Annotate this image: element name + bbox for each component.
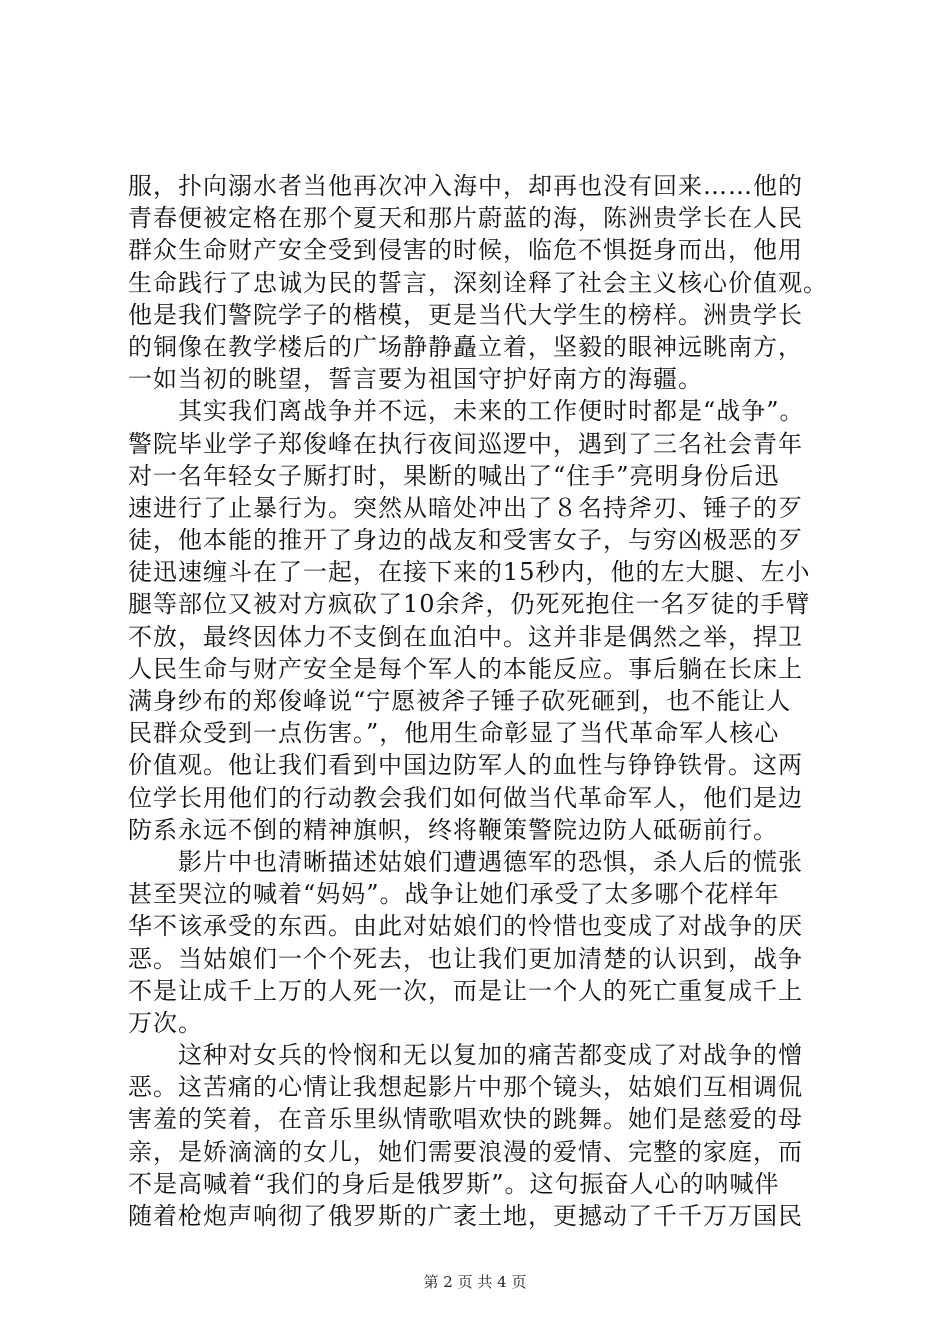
text-line: 青春便被定格在那个夏天和那片蔚蓝的海，陈洲贵学长在人民 xyxy=(128,204,803,233)
text-line: 华不该承受的东西。由此对姑娘们的怜惜也变成了对战争的厌 xyxy=(128,912,803,941)
text-line: 价值观。他让我们看到中国边防军人的血性与铮铮铁骨。这两 xyxy=(128,751,803,780)
text-line: 恶。当姑娘们一个个死去，也让我们更加清楚的认识到，战争 xyxy=(128,944,803,973)
paragraph-first-line: 其实我们离战争并不远，未来的工作便时时都是“战争”。 xyxy=(178,397,805,426)
text-line: 腿等部位又被对方疯砍了10余斧，仍死死抱住一名歹徒的手臂 xyxy=(128,590,811,619)
text-line: 的铜像在教学楼后的广场静静矗立着，坚毅的眼神远眺南方， xyxy=(128,332,803,361)
text-line: 害羞的笑着，在音乐里纵情歌唱欢快的跳舞。她们是慈爱的母 xyxy=(128,1105,803,1134)
text-line: 甚至哭泣的喊着“妈妈”。战争让她们承受了太多哪个花样年 xyxy=(128,880,780,909)
body-text xyxy=(128,170,828,1232)
text-line: 他是我们警院学子的楷模，更是当代大学生的榜样。洲贵学长 xyxy=(128,300,803,329)
text-line: 满身纱布的郑俊峰说“宁愿被斧子锤子砍死砸到，也不能让人 xyxy=(128,687,792,715)
text-line: 群众生命财产安全受到侵害的时候，临危不惧挺身而出，他用 xyxy=(128,236,803,265)
text-line: 服，扑向溺水者当他再次冲入海中，却再也没有回来……他的 xyxy=(128,172,803,200)
text-line: 对一名年轻女子厮打时，果断的喊出了“住手”亮明身份后迅 xyxy=(128,461,780,490)
text-line: 位学长用他们的行动教会我们如何做当代革命军人，他们是边 xyxy=(128,783,803,812)
text-line: 随着枪炮声响彻了俄罗斯的广袤土地，更撼动了千千万万国民 xyxy=(128,1202,803,1230)
paragraph-first-line: 这种对女兵的怜悯和无以复加的痛苦都变成了对战争的憎 xyxy=(178,1041,803,1070)
text-line: 亲，是娇滴滴的女儿，她们需要浪漫的爱情、完整的家庭，而 xyxy=(128,1137,803,1166)
text-line: 徒，他本能的推开了身边的战友和受害女子，与穷凶极恶的歹 xyxy=(128,526,803,555)
text-line: 万次。 xyxy=(128,1008,203,1037)
text-line: 人民生命与财产安全是每个军人的本能反应。事后躺在长床上 xyxy=(128,654,803,683)
text-line: 生命践行了忠诚为民的誓言，深刻诠释了社会主义核心价值观。 xyxy=(128,268,828,297)
text-line: 不是高喊着“我们的身后是俄罗斯”。这句振奋人心的呐喊伴 xyxy=(128,1169,780,1198)
text-line: 不是让成千上万的人死一次，而是让一个人的死亡重复成千上 xyxy=(128,976,803,1005)
text-line: 不放，最终因体力不支倒在血泊中。这并非是偶然之举，捍卫 xyxy=(128,622,803,651)
paragraph-first-line: 影片中也清晰描述姑娘们遭遇德军的恐惧，杀人后的慌张 xyxy=(178,847,803,876)
text-line: 速进行了止暴行为。突然从暗处冲出了８名持斧刃、锤子的歹 xyxy=(128,493,803,522)
text-line: 恶。这苦痛的心情让我想起影片中那个镜头，姑娘们互相调侃 xyxy=(128,1073,803,1102)
text-line: 警院毕业学子郑俊峰在执行夜间巡逻中，遇到了三名社会青年 xyxy=(128,429,803,458)
page-number-footer: 第 2 页 共 4 页 xyxy=(423,1273,527,1291)
text-line: 防系永远不倒的精神旗帜，终将鞭策警院边防人砥砺前行。 xyxy=(128,815,778,844)
text-line: 徒迅速缠斗在了一起，在接下来的15秒内，他的左大腿、左小 xyxy=(128,558,811,587)
text-line: 民群众受到一点伤害。”，他用生命彰显了当代革命军人核心 xyxy=(128,719,780,748)
text-line: 一如当初的眺望，誓言要为祖国守护好南方的海疆。 xyxy=(128,365,703,394)
